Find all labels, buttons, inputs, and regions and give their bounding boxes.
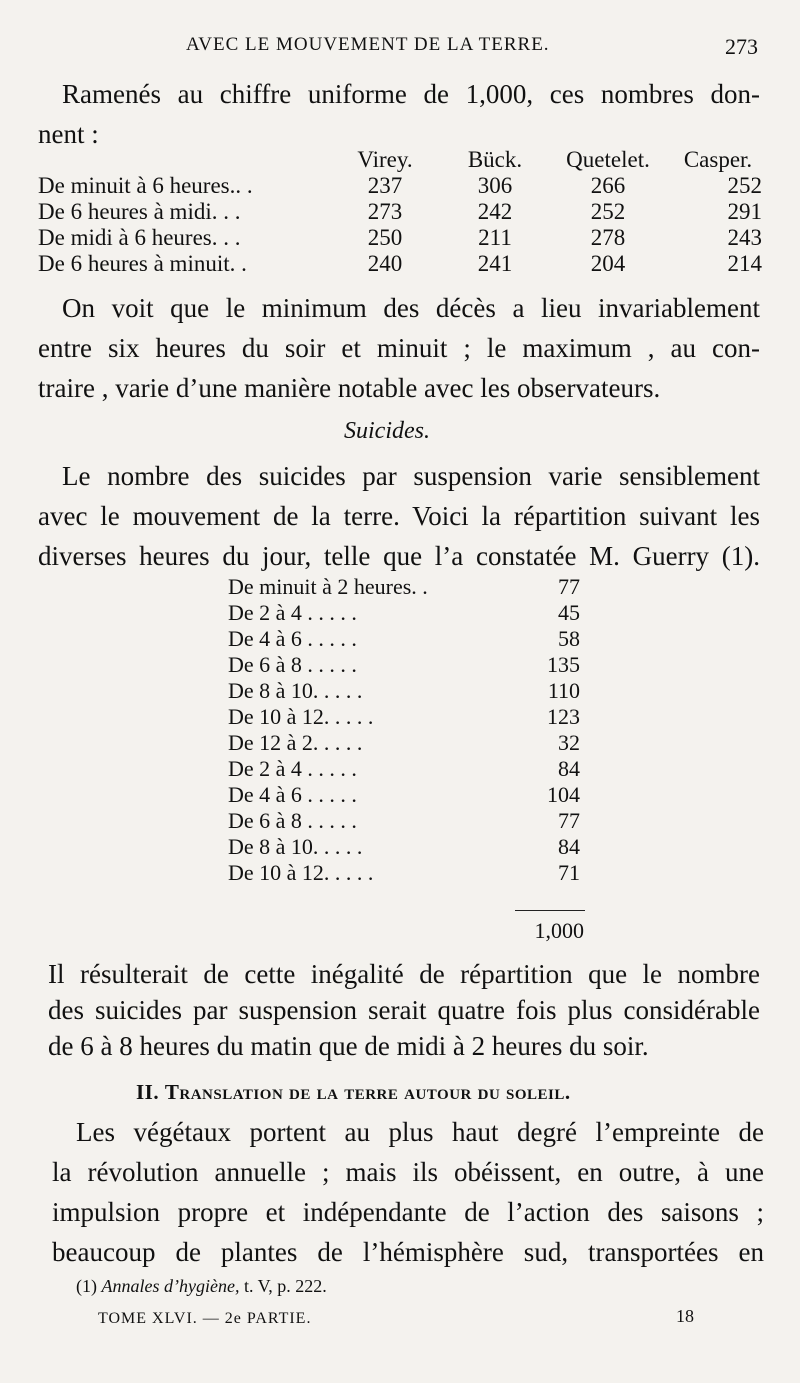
column-header: Quetelet. [566,147,650,172]
suicides-heading: Suicides. [344,418,430,444]
row-label: De 6 à 8 . . . . . [228,652,357,677]
section-heading [136,1080,571,1105]
paragraph-line: de 6 à 8 heures du matin que de midi à 2 heures du soir. [48,1031,649,1061]
table-cell: 58 [558,626,580,651]
paragraph-line: Il résulterait de cette inégalité de répartition que le nombre [48,959,760,989]
table-cell: 214 [727,251,762,276]
footnote-source: Annales d’hygiène, [101,1276,240,1296]
paragraph-line: des suicides par suspension serait quatre fois plus considérable [48,995,760,1025]
table-cell: 266 [590,173,626,198]
paragraph-line: impulsion propre et indépendante de l’action des saisons ; [52,1197,764,1227]
paragraph-line: diverses heures du jour, telle que l’a constatée M. Guerry (1). [38,541,760,571]
table-cell: 84 [558,756,580,781]
table-cell: 278 [590,225,626,250]
intro-line: nent : [38,119,99,149]
paragraph-line: Le nombre des suicides par suspension varie sensiblement [62,461,760,491]
table-cell: 32 [558,730,580,755]
row-label: De 8 à 10. . . . . [228,678,363,703]
table-cell: 204 [590,251,626,276]
paragraph-line: avec le mouvement de la terre. Voici la répartition suivant les [38,501,760,531]
row-label: De 2 à 4 . . . . . [228,756,357,781]
table-cell: 135 [547,652,580,677]
table-cell: 306 [477,173,513,198]
table-cell: 250 [367,225,403,250]
table-cell: 252 [727,173,762,198]
table-cell: 240 [367,251,403,276]
row-label: De minuit à 2 heures. . [228,574,428,599]
table-cell: 71 [558,860,580,885]
table-cell: 84 [558,834,580,859]
footnote-ref: t. V, p. 222. [243,1276,327,1296]
row-label: De 2 à 4 . . . . . [228,600,357,625]
column-header: Virey. [357,147,413,172]
paragraph-line: la révolution annuelle ; mais ils obéissent, en outre, à une [52,1157,764,1187]
section-number: II. [136,1080,160,1104]
table-cell: 211 [478,225,512,250]
table-cell: 77 [558,808,580,833]
footnote-marker: (1) [76,1276,97,1296]
footnote [76,1276,327,1297]
table-cell: 77 [558,574,580,599]
table-cell: 110 [547,678,580,703]
row-label: De 8 à 10. . . . . [228,834,363,859]
paragraph-line: On voit que le minimum des décès a lieu invariablement [62,293,760,323]
row-label: De 4 à 6 . . . . . [228,626,357,651]
intro-line: Ramenés au chiffre uniforme de 1,000, ces nombres don- [62,79,760,109]
volume-signature: TOME XLVI. — 2e PARTIE. [98,1310,312,1327]
table-total: 1,000 [534,918,584,943]
table-cell: 242 [477,199,513,224]
row-label: De 10 à 12. . . . . [228,860,374,885]
table-cell: 45 [558,600,580,625]
table-cell: 273 [367,199,403,224]
row-label: De 6 à 8 . . . . . [228,808,357,833]
row-label: De 6 heures à minuit. . [38,251,247,276]
page-number: 273 [725,34,758,59]
total-rule [515,910,585,911]
table-cell: 252 [590,199,626,224]
running-head: AVEC LE MOUVEMENT DE LA TERRE. [186,34,550,55]
paragraph-line: traire , varie d’une manière notable avec les observateurs. [38,373,661,403]
table-cell: 241 [477,251,513,276]
paragraph-line: entre six heures du soir et minuit ; le maximum , au con- [38,333,760,363]
section-title: Translation de la terre autour du soleil. [164,1080,571,1104]
row-label: De 10 à 12. . . . . [228,704,374,729]
table-cell: 104 [547,782,580,807]
column-header: Bück. [467,147,523,172]
row-label: De 12 à 2. . . . . [228,730,363,755]
table-cell: 123 [547,704,580,729]
row-label: De midi à 6 heures. . . [38,225,241,250]
column-header: Casper. [683,147,753,172]
table-cell: 237 [367,173,403,198]
row-label: De minuit à 6 heures.. . [38,173,253,198]
paragraph-line: beaucoup de plantes de l’hémisphère sud, transportées en [52,1237,764,1267]
paragraph-line: Les végétaux portent au plus haut degré l’empreinte de [76,1117,764,1147]
row-label: De 6 heures à midi. . . [38,199,241,224]
table-cell: 291 [727,199,762,224]
table-cell: 243 [727,225,762,250]
row-label: De 4 à 6 . . . . . [228,782,357,807]
signature-number: 18 [676,1306,694,1326]
